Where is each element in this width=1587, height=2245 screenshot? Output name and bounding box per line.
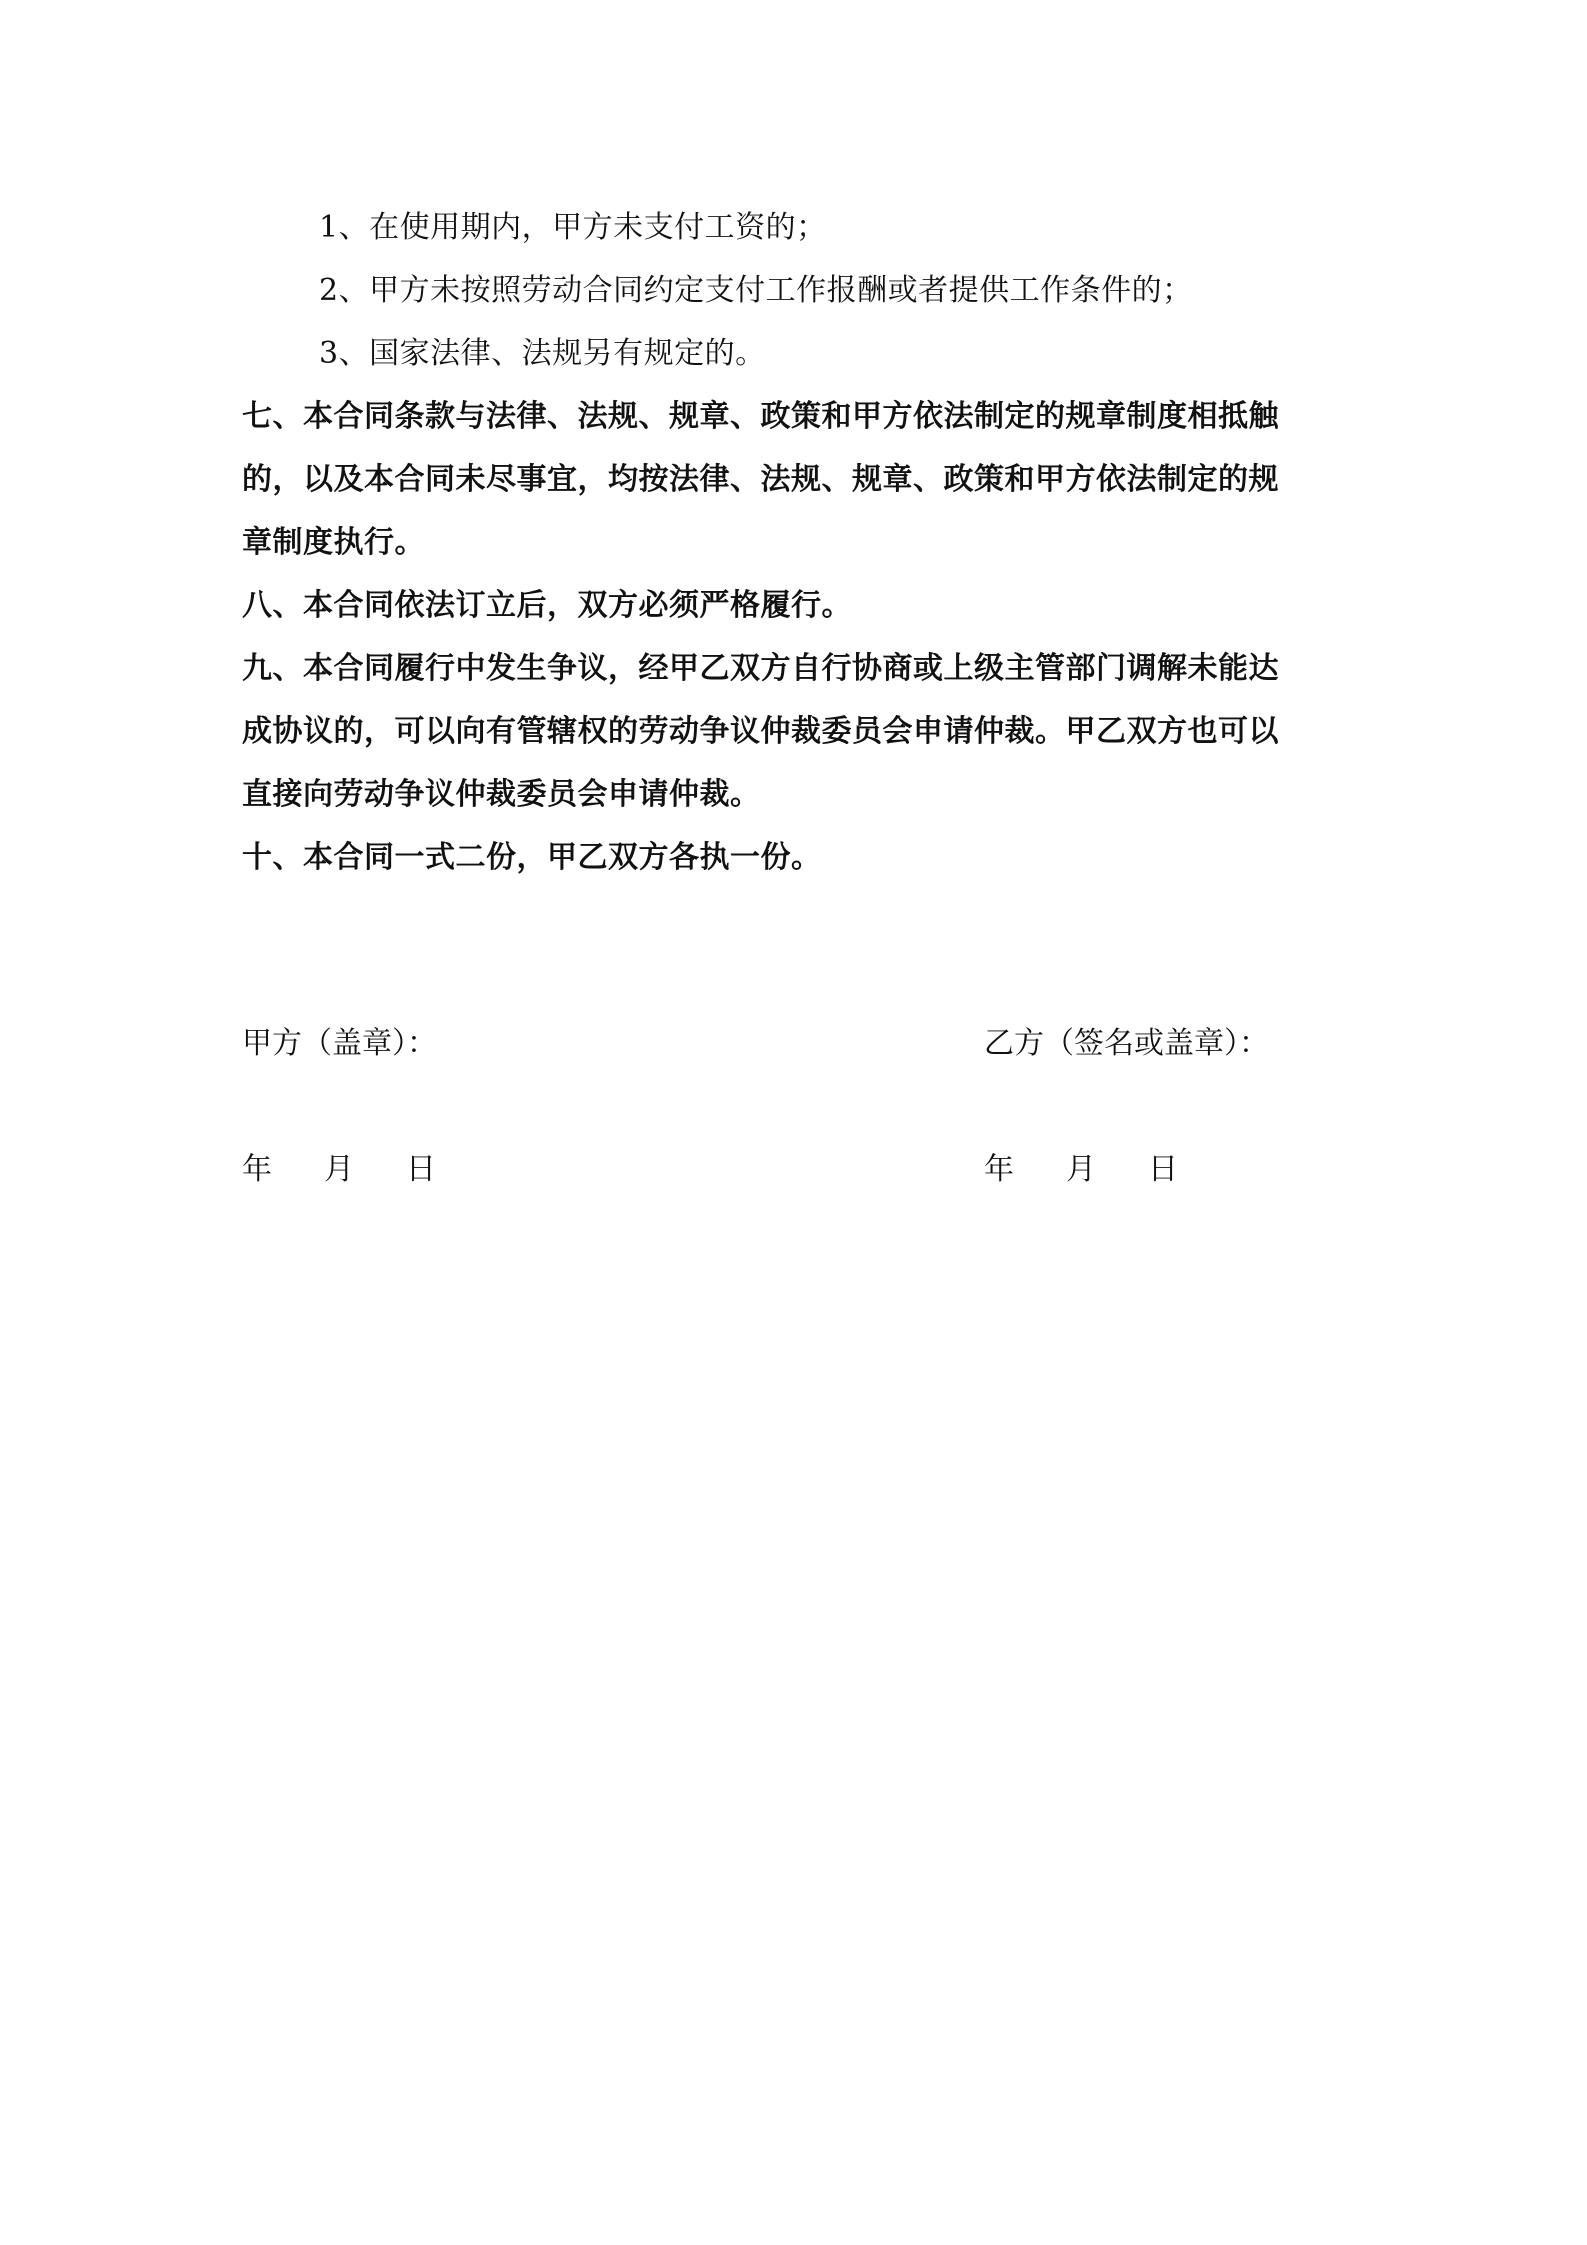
party-a-year: 年 [242, 1152, 272, 1187]
clause-nine-line-3: 直接向劳动争议仲裁委员会申请仲裁。 [242, 777, 761, 812]
clause-nine-line-2: 成协议的，可以向有管辖权的劳动争议仲裁委员会申请仲裁。甲乙双方也可以 [242, 714, 1279, 749]
party-a-date [242, 1132, 488, 1208]
clause-ten [242, 826, 1356, 889]
party-b-year: 年 [984, 1152, 1014, 1187]
contract-body [242, 196, 1356, 889]
party-a-month: 月 [324, 1152, 354, 1187]
clause-seven-line-2: 的，以及本合同未尽事宜，均按法律、法规、规章、政策和甲方依法制定的规 [242, 462, 1279, 497]
clause-nine [242, 637, 1356, 826]
party-a-signature [242, 1006, 488, 1208]
clause-seven-line-1: 七、本合同条款与法律、法规、规章、政策和甲方依法制定的规章制度相抵触 [242, 399, 1279, 434]
sub-item-3: 3、国家法律、法规另有规定的。 [319, 336, 766, 371]
party-b-label: 乙方（签名或盖章）： [984, 1026, 1269, 1061]
clause-ten-line-1: 十、本合同一式二份，甲乙双方各执一份。 [242, 840, 822, 875]
clause-eight [242, 574, 1356, 637]
clause-seven [242, 385, 1356, 574]
clause-nine-line-1: 九、本合同履行中发生争议，经甲乙双方自行协商或上级主管部门调解未能达 [242, 651, 1279, 686]
party-b-signature [984, 1006, 1269, 1208]
party-a-label: 甲方（盖章）： [242, 1026, 437, 1061]
party-b-day: 日 [1148, 1152, 1178, 1187]
sub-item-1: 1、在使用期内，甲方未支付工资的； [319, 210, 827, 245]
party-b-date [984, 1132, 1269, 1208]
clause-seven-line-3: 章制度执行。 [242, 525, 425, 560]
signature-block [242, 1006, 1356, 1206]
party-a-day: 日 [406, 1152, 436, 1187]
clause-eight-line-1: 八、本合同依法订立后，双方必须严格履行。 [242, 588, 852, 623]
party-b-month: 月 [1066, 1152, 1096, 1187]
sub-item-2: 2、甲方未按照劳动合同约定支付工作报酬或者提供工作条件的； [319, 273, 1193, 308]
